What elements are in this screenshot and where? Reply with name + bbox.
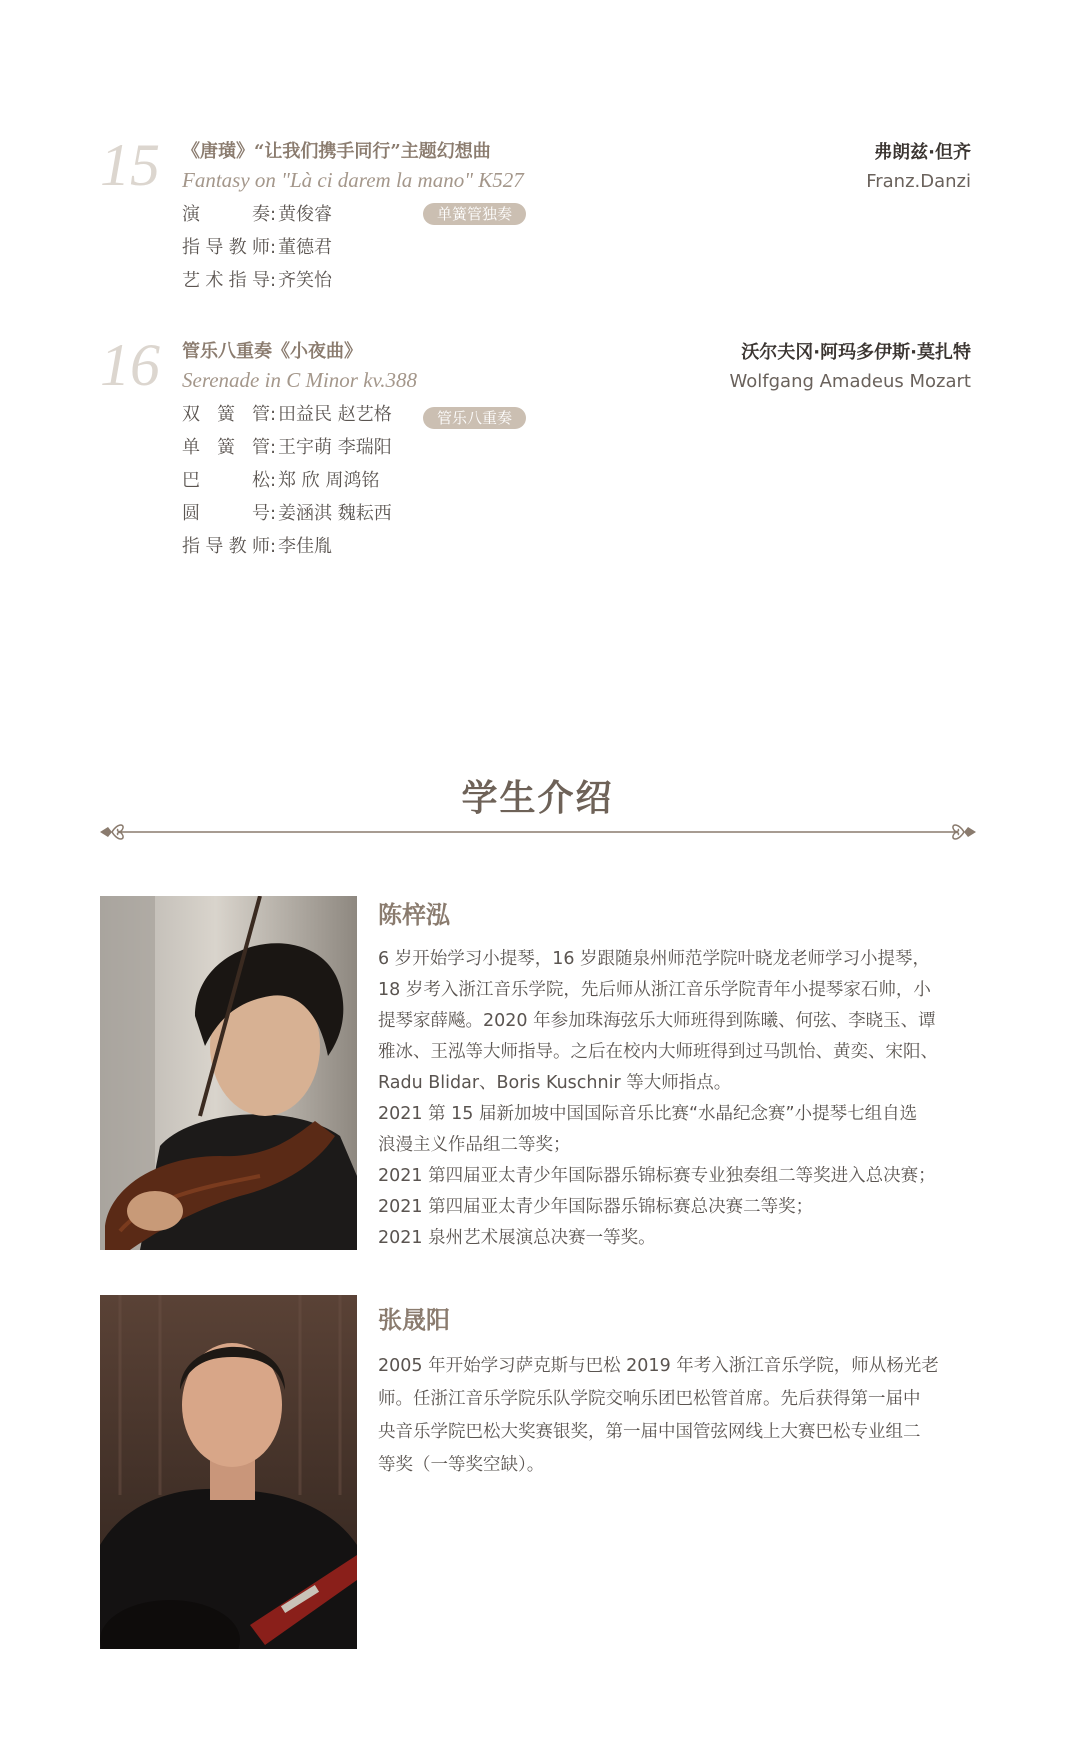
bio-line: 6 岁开始学习小提琴，16 岁跟随泉州师范学院叶晓龙老师学习小提琴， — [378, 949, 931, 969]
bio-line: 2021 第四届亚太青少年国际器乐锦标赛总决赛二等奖； — [378, 1197, 814, 1217]
performer-names: 李佳胤 — [278, 536, 332, 557]
bio-line: 央音乐学院巴松大奖赛银奖，第一届中国管弦网线上大赛巴松专业组二 — [378, 1422, 921, 1442]
ornament-divider — [98, 818, 978, 846]
bio-line: 提琴家薛飚。2020 年参加珠海弦乐大师班得到陈曦、何弦、李晓玉、谭 — [378, 1011, 936, 1031]
bio-line: 18 岁考入浙江音乐学院，先后师从浙江音乐学院青年小提琴家石帅，小 — [378, 980, 931, 1000]
right-flourish-icon — [953, 825, 976, 839]
bio-line: 2021 泉州艺术展演总决赛一等奖。 — [378, 1228, 656, 1248]
student-name: 张晟阳 — [378, 1305, 450, 1334]
performer-role: 双簧管 — [182, 404, 270, 425]
composer-en-16: Wolfgang Amadeus Mozart — [729, 371, 971, 392]
composer-en-15: Franz.Danzi — [866, 171, 971, 192]
performer-names: 黄俊睿 — [278, 204, 332, 225]
performer-names: 郑 欣 周鸿铭 — [278, 470, 380, 491]
bio-line: 等奖（一等奖空缺）。 — [378, 1455, 545, 1475]
performer-role: 指导教师 — [182, 536, 270, 557]
performer-role: 单簧管 — [182, 437, 270, 458]
bio-line: 师。任浙江音乐学院乐队学院交响乐团巴松管首席。先后获得第一届中 — [378, 1389, 921, 1409]
student-photo-violinist — [100, 896, 357, 1250]
performer-row: 指导教师: 李佳胤 — [182, 536, 332, 557]
performer-row: 艺术指导: 齐笑怡 — [182, 270, 332, 291]
bio-line: 2021 第 15 届新加坡中国国际音乐比赛“水晶纪念赛”小提琴七组自选 — [378, 1104, 918, 1124]
student-name: 陈梓泓 — [378, 900, 450, 929]
composer-cn-16: 沃尔夫冈·阿玛多伊斯·莫扎特 — [741, 342, 971, 363]
program-badge-16: 管乐八重奏 — [423, 407, 526, 429]
performer-role: 圆号 — [182, 503, 270, 524]
performer-row: 演奏: 黄俊睿 — [182, 204, 332, 225]
performer-row: 单簧管: 王宇萌 李瑞阳 — [182, 437, 392, 458]
program-title-16: 管乐八重奏《小夜曲》 — [182, 341, 362, 362]
bio-line: 雅冰、王泓等大师指导。之后在校内大师班得到过马凯怡、黄奕、宋阳、 — [378, 1042, 938, 1062]
program-subtitle-16: Serenade in C Minor kv.388 — [182, 368, 418, 392]
program-badge-15: 单簧管独奏 — [423, 203, 526, 225]
bio-line: 2005 年开始学习萨克斯与巴松 2019 年考入浙江音乐学院，师从杨光老 — [378, 1356, 939, 1376]
performer-row: 指导教师: 董德君 — [182, 237, 332, 258]
performer-role: 艺术指导 — [182, 270, 270, 291]
left-flourish-icon — [100, 825, 123, 839]
performer-names: 王宇萌 李瑞阳 — [278, 437, 392, 458]
performer-row: 双簧管: 田益民 赵艺格 — [182, 404, 392, 425]
student-photo-bassoonist — [100, 1295, 357, 1649]
performer-role: 巴松 — [182, 470, 270, 491]
bio-line: 2021 第四届亚太青少年国际器乐锦标赛专业独奏组二等奖进入总决赛； — [378, 1166, 936, 1186]
performer-names: 田益民 赵艺格 — [278, 404, 392, 425]
performer-names: 姜涵淇 魏耘西 — [278, 503, 392, 524]
program-number-16: 16 — [100, 332, 160, 398]
performer-names: 董德君 — [278, 237, 332, 258]
performer-role: 演奏 — [182, 204, 270, 225]
performer-row: 圆号: 姜涵淇 魏耘西 — [182, 503, 392, 524]
composer-cn-15: 弗朗兹·但齐 — [874, 142, 971, 163]
bio-line: 浪漫主义作品组二等奖； — [378, 1135, 571, 1155]
performer-role: 指导教师 — [182, 237, 270, 258]
performer-names: 齐笑怡 — [278, 270, 332, 291]
bio-line: Radu Blidar、Boris Kuschnir 等大师指点。 — [378, 1073, 732, 1093]
program-subtitle-15: Fantasy on "Là ci darem la mano" K527 — [182, 168, 524, 192]
program-number-15: 15 — [100, 132, 160, 198]
section-title: 学生介绍 — [461, 777, 614, 819]
performer-row: 巴松: 郑 欣 周鸿铭 — [182, 470, 380, 491]
program-title-15: 《唐璜》“让我们携手同行”主题幻想曲 — [182, 141, 491, 162]
